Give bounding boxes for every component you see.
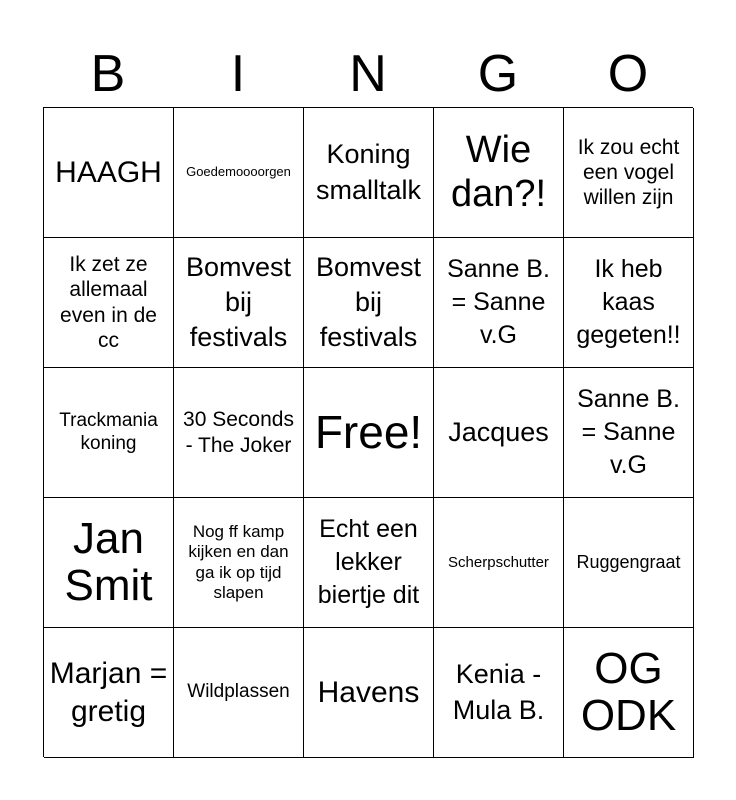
cell-text: Bomvest bij festivals <box>315 251 422 353</box>
bingo-cell[interactable] <box>434 108 564 238</box>
header-letter-o: O <box>607 45 649 103</box>
cell-text: Trackmania koning <box>59 409 158 454</box>
bingo-cell[interactable] <box>44 628 174 758</box>
bingo-cell[interactable] <box>434 368 564 498</box>
cell-text: OG ODK <box>580 644 677 740</box>
bingo-cell[interactable] <box>304 628 434 758</box>
cell-text: Ik heb kaas gegeten!! <box>576 255 681 349</box>
cell-text: Echt een lekker biertje dit <box>317 515 420 609</box>
cell-text: Scherpschutter <box>448 553 549 571</box>
bingo-cell[interactable] <box>434 498 564 628</box>
bingo-grid <box>43 107 693 757</box>
bingo-cell[interactable] <box>174 628 304 758</box>
header-letter-b: B <box>90 45 126 103</box>
cell-text: Free! <box>314 406 423 459</box>
cell-text: 30 Seconds - The Joker <box>183 408 294 457</box>
bingo-cell[interactable] <box>304 238 434 368</box>
bingo-cell[interactable] <box>564 628 694 758</box>
cell-text: Wildplassen <box>187 681 290 703</box>
cell-text: Marjan = gretig <box>49 657 168 728</box>
bingo-cell[interactable] <box>44 108 174 238</box>
bingo-cell[interactable] <box>434 628 564 758</box>
bingo-cell[interactable] <box>564 238 694 368</box>
cell-text: Ik zou echt een vogel willen zijn <box>577 135 680 210</box>
cell-text: Havens <box>317 675 420 709</box>
cell-text: Sanne B. = Sanne v.G <box>447 255 550 349</box>
bingo-cell[interactable] <box>174 108 304 238</box>
bingo-cell[interactable] <box>174 498 304 628</box>
bingo-cell[interactable] <box>304 498 434 628</box>
header-letter-i: I <box>230 45 246 103</box>
bingo-cell[interactable] <box>564 108 694 238</box>
bingo-cell[interactable] <box>44 498 174 628</box>
cell-text: Jacques <box>448 416 549 447</box>
bingo-cell-free[interactable] <box>304 368 434 498</box>
cell-text: Nog ff kamp kijken en dan ga ik op tijd slapen <box>188 521 289 602</box>
bingo-cell[interactable] <box>564 368 694 498</box>
header-letter-g: G <box>477 45 519 103</box>
cell-text: Kenia - Mula B. <box>452 659 545 725</box>
cell-text: Ik zet ze allemaal even in de cc <box>60 253 157 352</box>
bingo-header <box>43 40 693 108</box>
bingo-cell[interactable] <box>174 368 304 498</box>
cell-text: Koning smalltalk <box>315 139 422 205</box>
bingo-cell[interactable] <box>44 238 174 368</box>
cell-text: Ruggengraat <box>576 551 681 572</box>
bingo-cell[interactable] <box>434 238 564 368</box>
cell-text: Sanne B. = Sanne v.G <box>577 385 680 479</box>
bingo-cell[interactable] <box>564 498 694 628</box>
cell-text: Jan Smit <box>64 514 153 610</box>
cell-text: HAAGH <box>55 155 162 189</box>
header-letter-n: N <box>349 45 387 103</box>
cell-text: Bomvest bij festivals <box>185 251 292 353</box>
bingo-cell[interactable] <box>44 368 174 498</box>
bingo-cell[interactable] <box>304 108 434 238</box>
cell-text: Goedemoooorgen <box>186 164 291 180</box>
cell-text: Wie dan?! <box>450 128 547 215</box>
bingo-cell[interactable] <box>174 238 304 368</box>
